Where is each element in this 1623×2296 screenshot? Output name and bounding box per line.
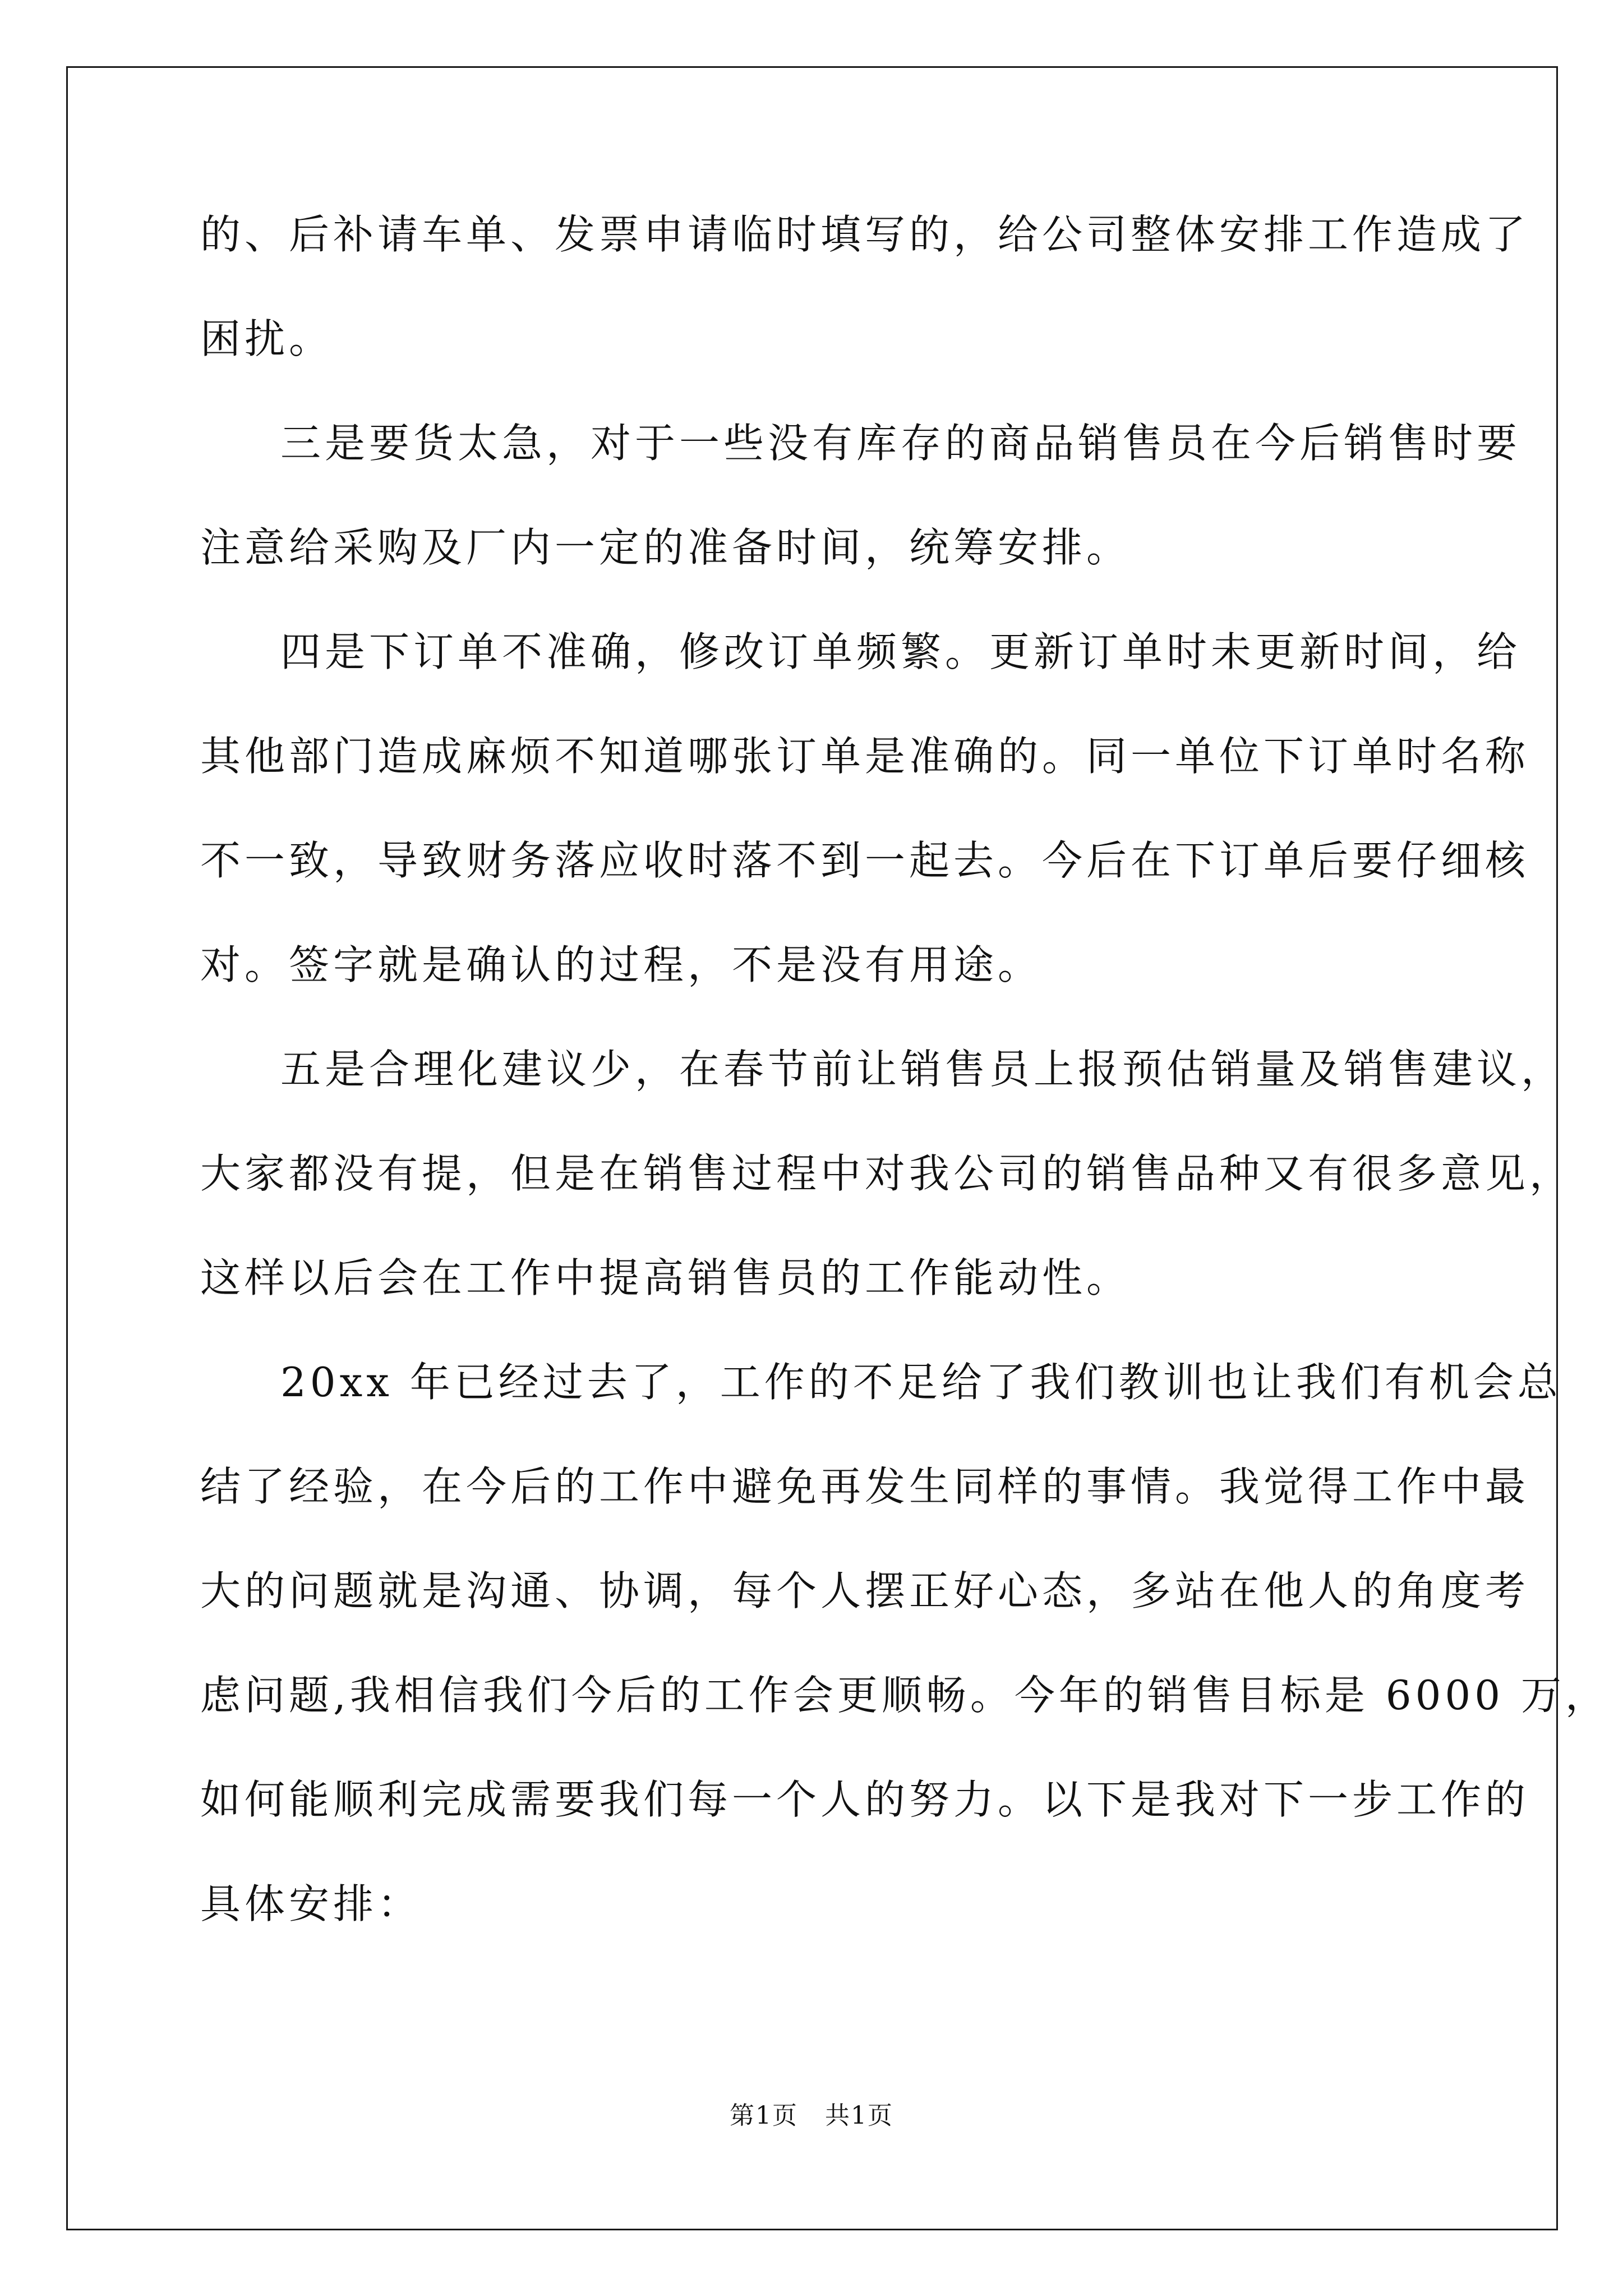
text-line: 这样以后会在工作中提高销售员的工作能动性。 [200,1254,1131,1301]
text-line: 其他部门造成麻烦不知道哪张订单是准确的。同一单位下订单时名称 [200,733,1530,780]
text-line: 结了经验，在今后的工作中避免再发生同样的事情。我觉得工作中最 [200,1463,1530,1510]
text-line: 不一致，导致财务落应收时落不到一起去。今后在下订单后要仔细核 [200,837,1530,884]
page-number-footer: 第1页 共1页 [730,2101,893,2130]
text-line: 大家都没有提，但是在销售过程中对我公司的销售品种又有很多意见， [200,1150,1574,1197]
text-line: 如何能顺利完成需要我们每一个人的努力。以下是我对下一步工作的 [200,1776,1530,1823]
text-line: 对。签字就是确认的过程，不是没有用途。 [200,941,1043,988]
text-line: 大的问题就是沟通、协调，每个人摆正好心态，多站在他人的角度考 [200,1567,1530,1614]
text-line: 的、后补请车单、发票申请临时填写的，给公司整体安排工作造成了 [200,211,1530,258]
text-line: 困扰。 [200,315,334,362]
paragraph-start-line: 三是要货太急，对于一些没有库存的商品销售员在今后销售时要 [280,420,1521,467]
text-line: 虑问题,我相信我们今后的工作会更顺畅。今年的销售目标是 6000 万， [200,1672,1610,1719]
paragraph-start-line: 20xx 年已经过去了，工作的不足给了我们教训也让我们有机会总 [280,1359,1562,1406]
paragraph-start-line: 四是下订单不准确，修改订单频繁。更新订单时未更新时间，给 [280,628,1521,675]
paragraph-start-line: 五是合理化建议少，在春节前让销售员上报预估销量及销售建议， [280,1046,1566,1093]
text-line: 注意给采购及厂内一定的准备时间，统筹安排。 [200,524,1131,571]
text-line: 具体安排： [200,1880,422,1927]
